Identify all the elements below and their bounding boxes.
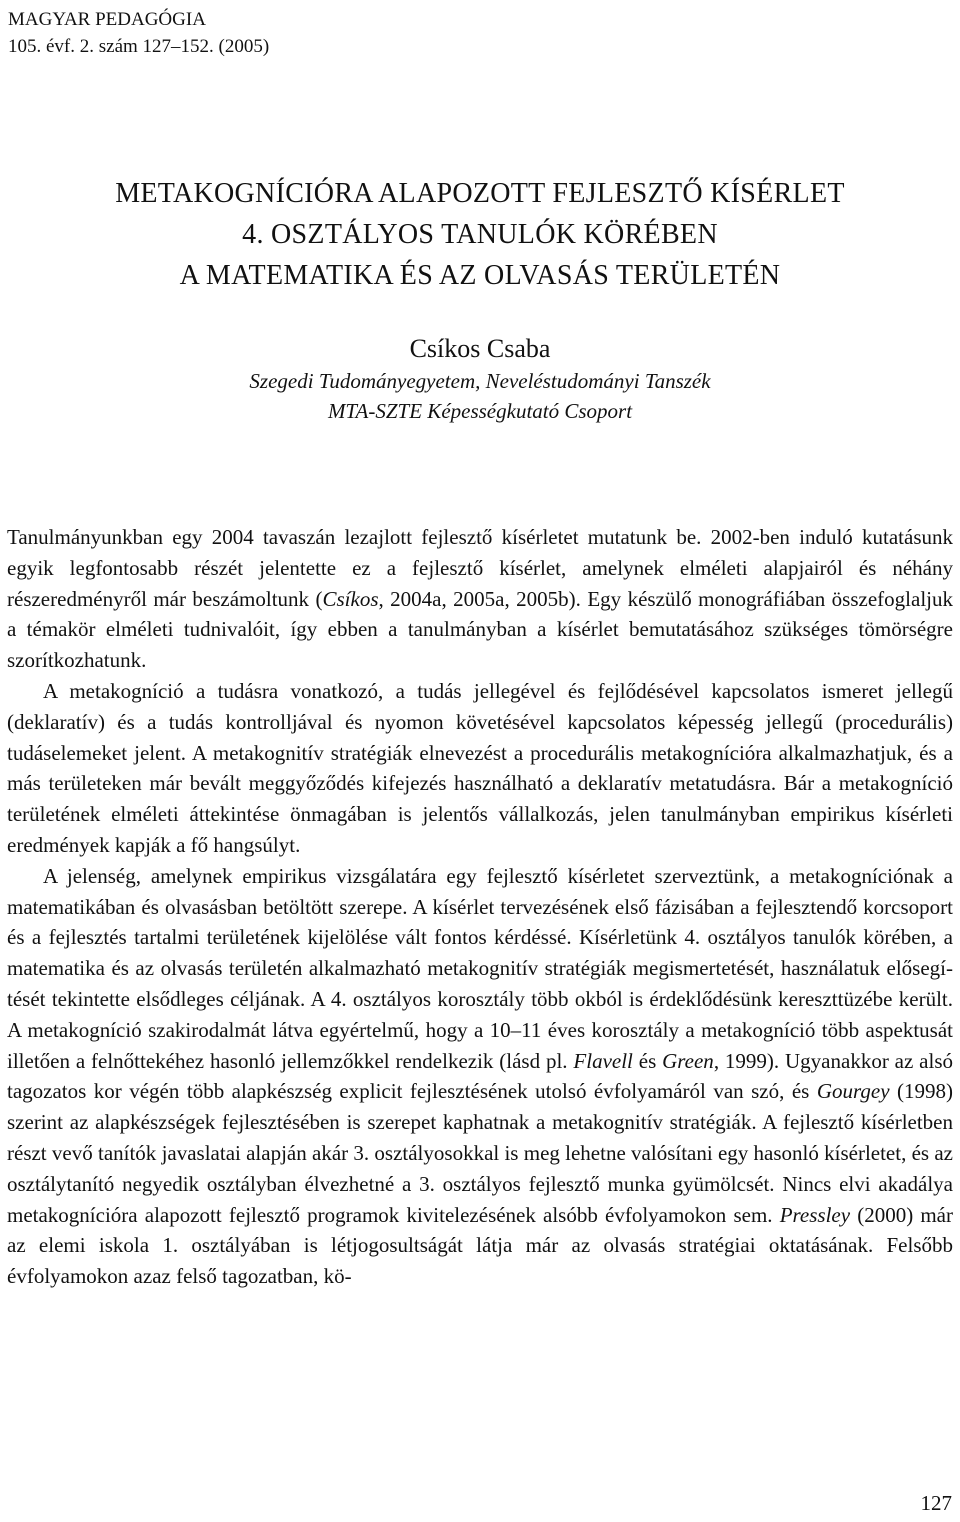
text-run: (2000) már az elemi iskola 1. osztályában is létjogosultságát látja már az olvasás stratégiai oktatásának. Felsőbb évfolyamokon azaz felső tagozatban, kö- xyxy=(7,1202,953,1289)
author-name: Csíkos Csaba xyxy=(409,334,551,363)
text-run: , 2004a, 2005a, 2005b). Egy készülő monográfiában összefoglaljuk a témakör elméleti tudnivalóit, így ebben a tanulmányban a kísérlet bemutatásához szükséges tömörségre szorítkozhatunk. xyxy=(7,586,953,673)
journal-name: MAGYAR PEDAGÓGIA xyxy=(8,9,206,30)
article-title xyxy=(0,173,960,296)
title-line-2: 4. OSZTÁLYOS TANULÓK KÖRÉBEN xyxy=(242,219,718,250)
text-run: és xyxy=(632,1048,663,1073)
citation-author: Csíkos xyxy=(322,586,379,611)
text-run: Tanulmányunkban egy 2004 tavaszán lezajlott fejlesztő kísérletet mutatunk be. 2002-ben induló kutatásunk egyik legfontosabb részét jelentette ez a fejlesztő kísérlet, amelynek elméleti alapjairól és néhány részeredményről már beszámoltunk ( xyxy=(7,525,953,611)
author-block xyxy=(0,332,960,426)
citation-author: Flavell xyxy=(573,1048,633,1073)
citation-author: Gourgey xyxy=(816,1079,890,1104)
journal-issue: 105. évf. 2. szám 127–152. (2005) xyxy=(8,36,270,57)
citation-author: Pressley xyxy=(779,1202,851,1227)
text-run: A jelenség, amelynek empirikus vizsgálatára egy fejlesztő kísérletet szerveztünk, a metakogníciónak a matematikában és olvasásban betöltött szerepe. A kísérlet tervezésének első fázisában a fejlesztendő korcsoport és a fejlesztés tartalmi területének kijelölése vált fontos kérdéssé. Kísérletünk 4. osztályos tanulók körében, a matematika és az olvasás területén alkalmazható metakognitív stratégiák megismertetését, használatuk elősegítését tekintette elsődleges céljának. A 4. osztályos korosztály több okból is érdeklődésünk kereszttüzébe került. A metakogníció szakirodalmát látva egyértelmű, hogy a 10–11 éves korosztály a metakogníció több aspektusát illetően a felnőttekéhez hasonló jellemzőkkel rendelkezik (lásd pl. xyxy=(7,863,953,1073)
paragraph-1 xyxy=(7,522,953,676)
title-line-3: A MATEMATIKA ÉS AZ OLVASÁS TERÜLETÉN xyxy=(179,260,781,291)
paragraph-2: A metakogníció a tudásra vonatkozó, a tudás jellegével és fejlődésével kapcsolatos ismeret jellegű (deklaratív) és a tudás kontrolljával és nyomon követésével kapcsolatos képesség jellegű (procedurális) tudáselemeket jelent. A metakognitív stratégiák elnevezést a procedurális metakognícióra alkalmazhatjuk, és a más területeken már bevált meggyőződés kifejezés használható a deklaratív metatudásra. Bár a metakogníció területének elméleti áttekintése önmagában is jelentős vállalkozás, jelen tanulmányban empirikus kísérleti eredmények kapják a fő hangsúlyt. xyxy=(7,678,953,857)
journal-header xyxy=(8,6,269,60)
affiliation-1: Szegedi Tudományegyetem, Neveléstudományi Tanszék xyxy=(249,369,711,393)
text-run: (1998) szerint az alapkészségek fejlesztésében is szerepet kaphatnak a metakognitív stratégiák. A fejlesztő kísérletben részt vevő tanítók javaslatai alapján akár 3. osztályosokkal is meg lehetne valósítani egy hasonló kísérletet, és az osztálytanító negyedik osztályban élvezhetné a 3. osztályos fejlesztő munka gyümölcsét. Nincs elvi akadálya metakognícióra alapozott fejlesztő programok kivitelezésének alsóbb évfolyamokon sem. xyxy=(7,1079,953,1227)
text-run: , 1999). Ugyanakkor az alsó tagozatos kor végén több alapkészség explicit fejlesztésének utolsó évfolyamáról van szó, és xyxy=(7,1048,954,1104)
title-line-1: METAKOGNÍCIÓRA ALAPOZOTT FEJLESZTŐ KÍSÉRLET xyxy=(115,178,845,209)
article-body xyxy=(7,522,953,1292)
citation-author: Green xyxy=(662,1048,714,1073)
page-number: 127 xyxy=(920,1491,952,1515)
affiliation-2: MTA-SZTE Képességkutató Csoport xyxy=(327,399,633,423)
paragraph-3 xyxy=(7,861,953,1292)
